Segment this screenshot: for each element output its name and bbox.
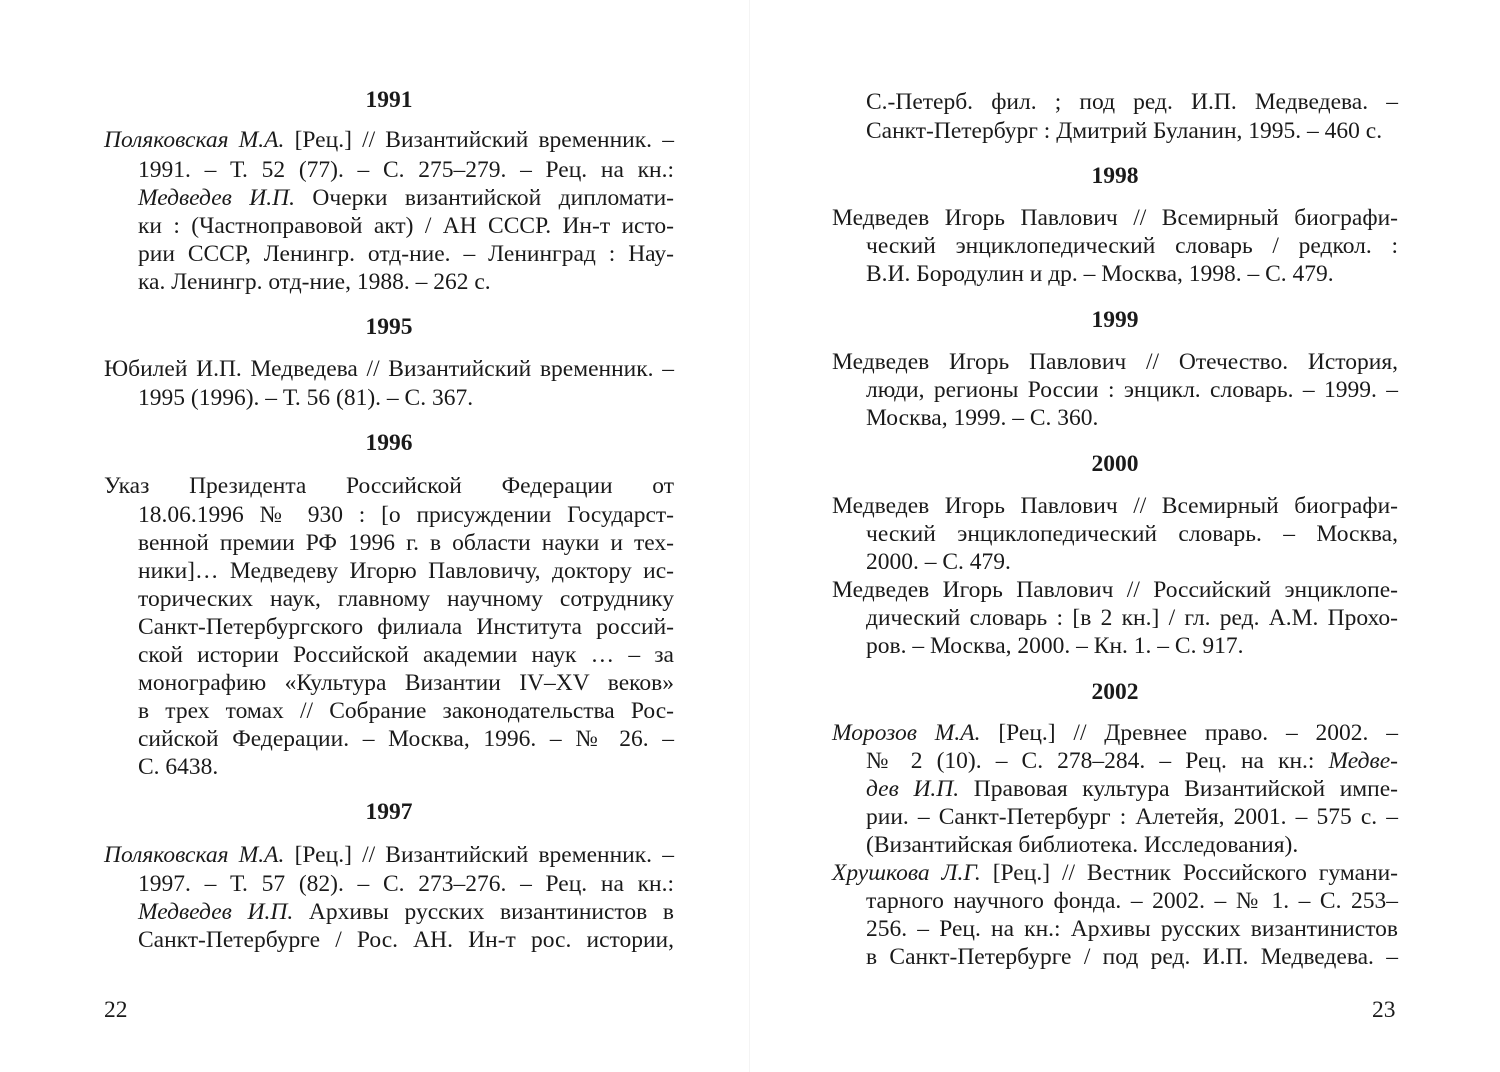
text-segment: С.-Петерб. фил. ; под ред. И.П. Медведева. – xyxy=(866,89,1398,115)
text-segment: [Рец.] // Византийский временник. – xyxy=(284,842,674,868)
text-segment: Санкт-Петербурге / Рос. АН. Ин-т рос. истории, xyxy=(138,927,674,953)
text-segment: сийской Федерации. – Москва, 1996. – № 26. – xyxy=(138,726,674,752)
text-segment: 2000. – С. 479. xyxy=(866,549,1011,575)
year-heading xyxy=(104,428,674,458)
text-line xyxy=(138,925,674,955)
text-segment: ки : (Частноправовой акт) / АН СССР. Ин-т исто- xyxy=(138,213,674,239)
text-segment: Москва, 1999. – С. 360. xyxy=(866,405,1099,431)
text-line xyxy=(832,491,1398,521)
text-segment: Санкт-Петербург : Дмитрий Буланин, 1995. – 460 с. xyxy=(866,118,1383,144)
text-line xyxy=(104,471,674,501)
text-segment: ской истории Российской академии наук … – за xyxy=(138,642,674,668)
text-segment: Медведев Игорь Павлович // Всемирный биографи- xyxy=(832,205,1398,231)
text-line xyxy=(138,211,674,241)
text-line xyxy=(866,886,1398,916)
text-line xyxy=(832,347,1398,377)
text-segment: 1995 xyxy=(365,314,413,340)
text-line xyxy=(104,840,674,870)
text-line xyxy=(866,802,1398,832)
text-segment: люди, регионы России : энцикл. словарь. – 1999. – xyxy=(866,377,1398,403)
author-name: Поляковская М.А. xyxy=(104,842,285,868)
text-segment: [Рец.] // Византийский временник. – xyxy=(284,127,674,153)
text-segment: 18.06.1996 № 930 : [о присуждении Государст- xyxy=(138,502,674,528)
text-segment: рии СССР, Ленингр. отд-ние. – Ленинград : Нау- xyxy=(138,241,674,267)
text-segment: 1991. – Т. 52 (77). – С. 275–279. – Рец. на кн.: xyxy=(138,157,674,183)
year-heading xyxy=(104,85,674,115)
text-line xyxy=(138,869,674,899)
year-heading xyxy=(104,312,674,342)
text-line xyxy=(138,267,674,297)
year-heading xyxy=(832,449,1398,479)
text-segment: 1998 xyxy=(1091,163,1139,189)
text-segment: рии. – Санкт-Петербург : Алетейя, 2001. – 575 с. – xyxy=(866,804,1398,830)
text-line xyxy=(866,403,1398,433)
text-segment: Очерки византийской дипломати- xyxy=(294,185,675,211)
text-line xyxy=(138,528,674,558)
text-line xyxy=(832,203,1398,233)
text-line xyxy=(866,231,1398,261)
year-heading xyxy=(832,677,1398,707)
text-segment: в трех томах // Собрание законодательства Рос- xyxy=(138,698,674,724)
text-line xyxy=(832,718,1398,748)
text-line xyxy=(138,897,674,927)
text-line xyxy=(138,584,674,614)
page-gutter xyxy=(749,0,750,1072)
text-segment: Правовая культура Византийской импе- xyxy=(959,776,1399,802)
text-segment: Медведев Игорь Павлович // Российский энциклопе- xyxy=(832,577,1398,603)
text-line xyxy=(866,116,1398,146)
text-segment: ров. – Москва, 2000. – Кн. 1. – С. 917. xyxy=(866,633,1244,659)
text-segment: 1997. – Т. 57 (82). – С. 273–276. – Рец. на кн.: xyxy=(138,871,674,897)
text-segment: 2002 xyxy=(1091,679,1139,705)
text-segment: (Византийская библиотека. Исследования). xyxy=(866,832,1299,858)
text-line xyxy=(138,500,674,530)
text-line xyxy=(866,942,1398,972)
text-line xyxy=(138,668,674,698)
text-segment: торических наук, главному научному сотруднику xyxy=(138,586,674,612)
text-line xyxy=(138,183,674,213)
page-number-right: 23 xyxy=(1372,997,1396,1023)
text-segment: 1991 xyxy=(365,87,413,113)
text-segment: С. 6438. xyxy=(138,754,219,780)
text-segment: ка. Ленингр. отд-ние, 1988. – 262 с. xyxy=(138,269,491,295)
text-segment: ческий энциклопедический словарь. – Москва, xyxy=(866,521,1398,547)
author-name: Морозов М.А. xyxy=(832,720,981,746)
text-line xyxy=(138,155,674,185)
text-segment: Архивы русских византинистов в xyxy=(293,899,674,925)
text-segment: дический словарь : [в 2 кн.] / гл. ред. А.М. Прохо- xyxy=(866,605,1398,631)
text-segment: 1995 (1996). – Т. 56 (81). – С. 367. xyxy=(138,385,474,411)
year-heading xyxy=(104,797,674,827)
text-line xyxy=(138,383,674,413)
text-line xyxy=(832,575,1398,605)
text-segment: 256. – Рец. на кн.: Архивы русских византинистов xyxy=(866,916,1398,942)
text-segment: тарного научного фонда. – 2002. – № 1. – С. 253– xyxy=(866,888,1398,914)
text-segment: Санкт-Петербургского филиала Института россий- xyxy=(138,614,674,640)
author-name: Медведев И.П. xyxy=(138,185,295,211)
text-line xyxy=(866,519,1398,549)
author-name: Поляковская М.А. xyxy=(104,127,285,153)
text-line xyxy=(138,612,674,642)
author-name: Медве- xyxy=(1328,748,1398,774)
text-line xyxy=(138,556,674,586)
author-name: Хрушкова Л.Г. xyxy=(832,860,981,886)
text-line xyxy=(832,858,1398,888)
author-name: Медведев И.П. xyxy=(138,899,294,925)
text-segment: В.И. Бородулин и др. – Москва, 1998. – С. 479. xyxy=(866,261,1334,287)
text-segment: ники]… Медведеву Игорю Павловичу, доктору ис- xyxy=(138,558,674,584)
text-segment: монографию «Культура Византии IV–XV веков» xyxy=(138,670,674,696)
text-line xyxy=(138,696,674,726)
text-line xyxy=(104,125,674,155)
text-line xyxy=(138,752,674,782)
page-number-left: 22 xyxy=(104,997,128,1023)
text-segment: венной премии РФ 1996 г. в области науки и тех- xyxy=(138,530,674,556)
text-segment: 1997 xyxy=(365,799,413,825)
text-line xyxy=(866,375,1398,405)
text-line xyxy=(866,914,1398,944)
year-heading xyxy=(832,305,1398,335)
text-line xyxy=(866,547,1398,577)
text-segment: Медведев Игорь Павлович // Всемирный биографи- xyxy=(832,493,1398,519)
text-segment: 2000 xyxy=(1091,451,1139,477)
text-line xyxy=(866,259,1398,289)
text-segment: 1996 xyxy=(365,430,413,456)
text-line xyxy=(104,354,674,384)
text-segment: Указ Президента Российской Федерации от xyxy=(104,473,674,499)
text-line xyxy=(138,640,674,670)
year-heading xyxy=(832,161,1398,191)
text-line xyxy=(138,724,674,754)
text-segment: в Санкт-Петербурге / под ред. И.П. Медведева. – xyxy=(866,944,1398,970)
text-line xyxy=(866,746,1398,776)
text-line xyxy=(866,631,1398,661)
text-line xyxy=(866,830,1398,860)
text-segment: Медведев Игорь Павлович // Отечество. История, xyxy=(832,349,1398,375)
text-segment: [Рец.] // Вестник Российского гумани- xyxy=(980,860,1398,886)
text-line xyxy=(138,239,674,269)
text-line xyxy=(866,87,1398,117)
text-segment: Юбилей И.П. Медведева // Византийский временник. – xyxy=(104,356,674,382)
text-segment: [Рец.] // Древнее право. – 2002. – xyxy=(980,720,1398,746)
text-line xyxy=(866,603,1398,633)
text-segment: 1999 xyxy=(1091,307,1139,333)
text-line xyxy=(866,774,1398,804)
text-segment: № 2 (10). – С. 278–284. – Рец. на кн.: xyxy=(866,748,1329,774)
author-name: дев И.П. xyxy=(866,776,960,802)
text-segment: ческий энциклопедический словарь / редкол. : xyxy=(866,233,1398,259)
